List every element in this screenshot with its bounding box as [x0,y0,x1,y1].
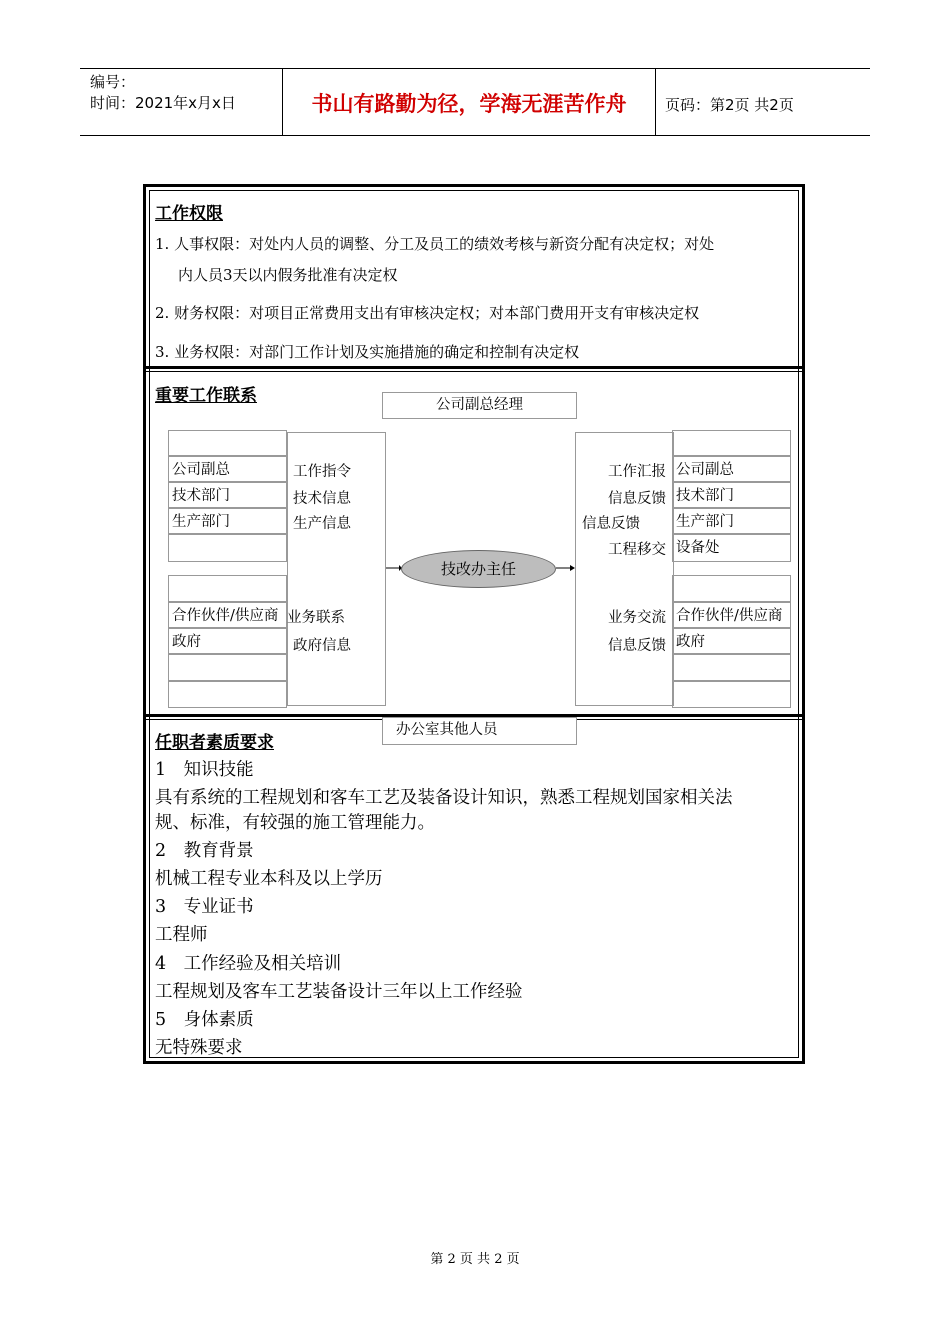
experience-heading: 4 工作经验及相关培训 [155,954,342,974]
left-label-business-contact: 业务联系 [287,610,345,626]
left-cell-bottom-4 [168,681,287,708]
header-date-label: 时间：2021年x月x日 [90,94,236,112]
right-label-handover: 工程移交 [608,542,666,558]
right-cell-top-0 [672,430,791,456]
header-number-label: 编号： [90,73,136,91]
certificate-text: 工程师 [155,925,208,945]
right-cell-bottom-1: 合作伙伴/供应商 [672,602,791,628]
header-page-label: 页码：第2页 共2页 [665,96,794,114]
right-cell-bottom-2: 政府 [672,628,791,654]
left-cell-bottom-1: 合作伙伴/供应商 [168,602,287,628]
header-top-rule [80,68,870,69]
right-label-work-report: 工作汇报 [608,464,666,480]
arrow-right-head [570,565,575,571]
right-cell-bottom-3 [672,654,791,681]
right-cell-bottom-0 [672,575,791,602]
right-label-feedback-1: 信息反馈 [608,491,666,507]
left-cell-top-3: 生产部门 [168,508,287,534]
header-motto: 书山有路勤为径，学海无涯苦作舟 [311,92,627,116]
right-label-feedback-3: 信息反馈 [608,638,666,654]
physical-text: 无特殊要求 [155,1038,243,1058]
physical-heading: 5 身体素质 [155,1010,254,1030]
education-text: 机械工程专业本科及以上学历 [155,869,383,889]
bottom-box-office-staff: 办公室其他人员 [382,717,577,745]
header-divider-right [655,68,656,135]
left-label-work-order: 工作指令 [293,464,351,480]
right-cell-top-3: 生产部门 [672,508,791,534]
qualifications-title: 任职者素质要求 [155,733,274,753]
right-cell-bottom-4 [672,681,791,708]
left-cell-bottom-2: 政府 [168,628,287,654]
left-label-production-info: 生产信息 [293,516,351,532]
left-label-tech-info: 技术信息 [293,491,351,507]
authority-item-3: 3. 业务权限：对部门工作计划及实施措施的确定和控制有决定权 [155,343,580,361]
right-cell-top-1: 公司副总 [672,456,791,482]
experience-text: 工程规划及客车工艺装备设计三年以上工作经验 [155,982,523,1002]
knowledge-heading: 1 知识技能 [155,760,254,780]
left-cell-top-4 [168,534,287,562]
education-heading: 2 教育背景 [155,841,254,861]
left-cell-top-1: 公司副总 [168,456,287,482]
relations-title: 重要工作联系 [155,386,257,406]
authority-item-1-line-1: 1. 人事权限：对处内人员的调整、分工及员工的绩效考核与新资分配有决定权；对处 [155,235,715,253]
right-label-business-exchange: 业务交流 [608,610,666,626]
center-node-director: 技改办主任 [401,550,556,588]
authority-title: 工作权限 [155,204,223,224]
knowledge-text-line-1: 具有系统的工程规划和客车工艺及装备设计知识，熟悉工程规划国家相关法 [155,788,733,808]
authority-item-1-line-2: 内人员3天以内假务批准有决定权 [178,266,398,284]
left-cell-top-2: 技术部门 [168,482,287,508]
section-separator-1 [143,366,805,369]
authority-item-2: 2. 财务权限：对项目正常费用支出有审核决定权；对本部门费用开支有审核决定权 [155,304,700,322]
header-bottom-rule [80,135,870,136]
section-separator-1b [143,371,805,372]
knowledge-text-line-2: 规、标准，有较强的施工管理能力。 [155,813,435,833]
top-box-vice-gm: 公司副总经理 [382,392,577,419]
left-cell-bottom-0 [168,575,287,602]
page-footer: 第 2 页 共 2 页 [430,1252,520,1267]
left-cell-bottom-3 [168,654,287,681]
right-cell-top-2: 技术部门 [672,482,791,508]
left-label-gov-info: 政府信息 [293,638,351,654]
left-cell-top-0 [168,430,287,456]
right-label-feedback-2: 信息反馈 [582,516,640,532]
certificate-heading: 3 专业证书 [155,897,254,917]
right-cell-top-4: 设备处 [672,534,791,562]
